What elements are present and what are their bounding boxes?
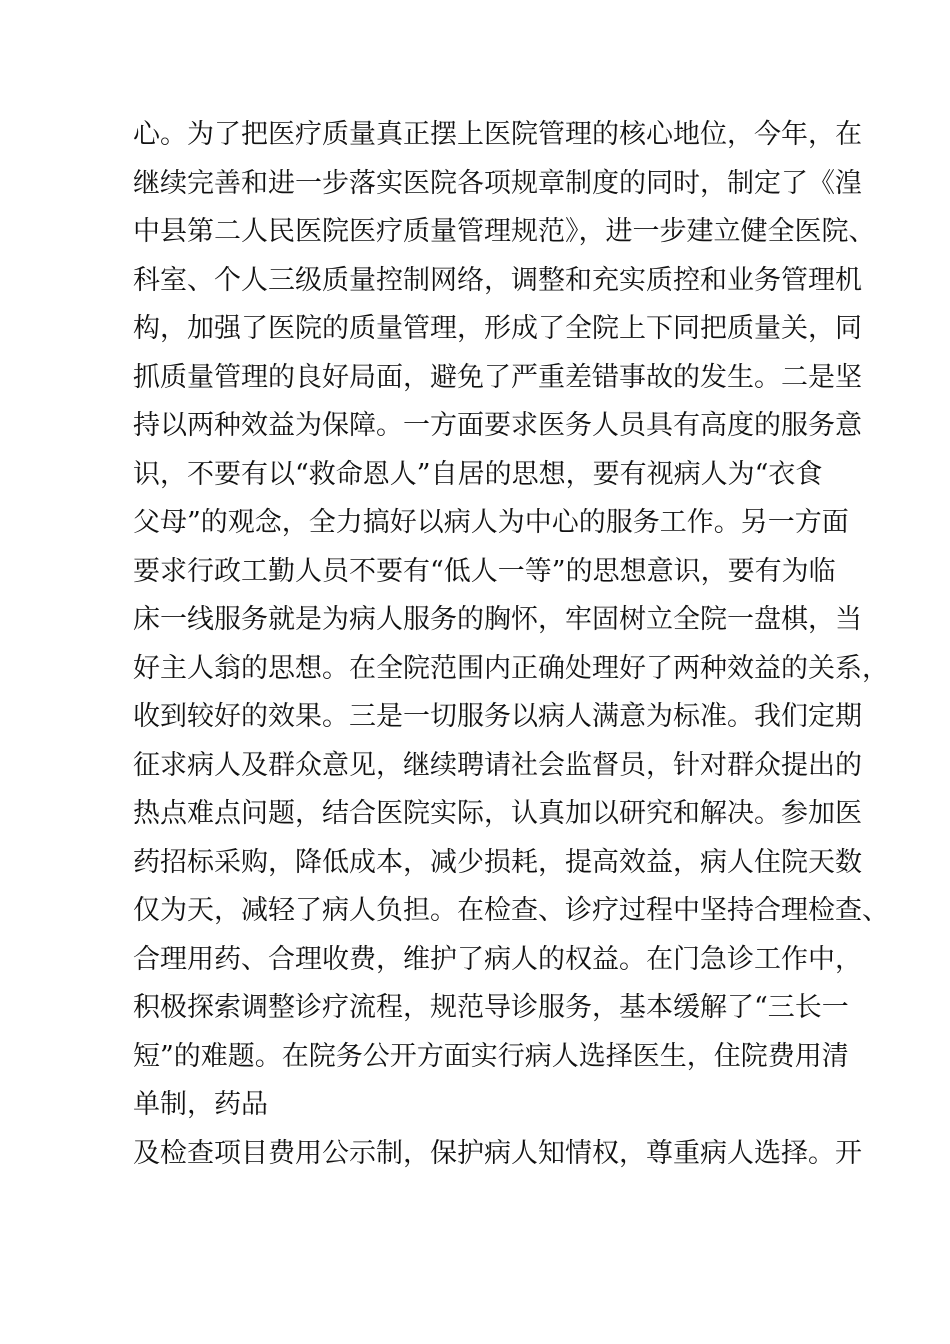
- text-line: 床一线服务就是为病人服务的胸怀，牢固树立全院一盘棋，当: [133, 604, 862, 635]
- text-line: 及检查项目费用公示制，保护病人知情权，尊重病人选择。开: [133, 1137, 862, 1169]
- text-line: 中县第二人民医院医疗质量管理规范》，进一步建立健全医院、: [133, 216, 876, 247]
- text-line: 合理用药、合理收费，维护了病人的权益。在门急诊工作中，: [133, 943, 862, 975]
- text-line: 仅为天，减轻了病人负担。在检查、诊疗过程中坚持合理检查、: [133, 895, 889, 926]
- text-line: 识，不要有以“救命恩人”自居的思想，要有视病人为“衣食: [133, 458, 823, 490]
- text-line: 短”的难题。在院务公开方面实行病人选择医生，住院费用清: [133, 1040, 849, 1072]
- text-line: 药招标采购，降低成本，减少损耗，提高效益，病人住院天数: [133, 846, 862, 878]
- text-line: 科室、个人三级质量控制网络，调整和充实质控和业务管理机: [133, 264, 862, 296]
- body-paragraph: [133, 111, 889, 1178]
- text-line: 征求病人及群众意见，继续聘请社会监督员，针对群众提出的: [133, 749, 862, 781]
- text-line: 心。为了把医疗质量真正摆上医院管理的核心地位，今年，在: [133, 119, 862, 150]
- text-line: 好主人翁的思想。在全院范围内正确处理好了两种效益的关系，: [133, 652, 889, 684]
- text-line: 构，加强了医院的质量管理，形成了全院上下同把质量关，同: [133, 313, 862, 344]
- text-line: 父母”的观念，全力搞好以病人为中心的服务工作。另一方面: [133, 507, 849, 538]
- text-line: 持以两种效益为保障。一方面要求医务人员具有高度的服务意: [133, 410, 862, 441]
- text-line: 积极探索调整诊疗流程，规范导诊服务，基本缓解了“三长一: [133, 992, 849, 1023]
- text-line: 继续完善和进一步落实医院各项规章制度的同时，制定了《湟: [133, 167, 862, 199]
- text-line: 热点难点问题，结合医院实际，认真加以研究和解决。参加医: [133, 798, 862, 829]
- text-line: 抓质量管理的良好局面，避免了严重差错事故的发生。二是坚: [133, 361, 862, 393]
- text-line: 收到较好的效果。三是一切服务以病人满意为标准。我们定期: [133, 701, 862, 732]
- text-line: 要求行政工勤人员不要有“低人一等”的思想意识，要有为临: [133, 555, 836, 587]
- text-line: 单制，药品: [133, 1089, 268, 1120]
